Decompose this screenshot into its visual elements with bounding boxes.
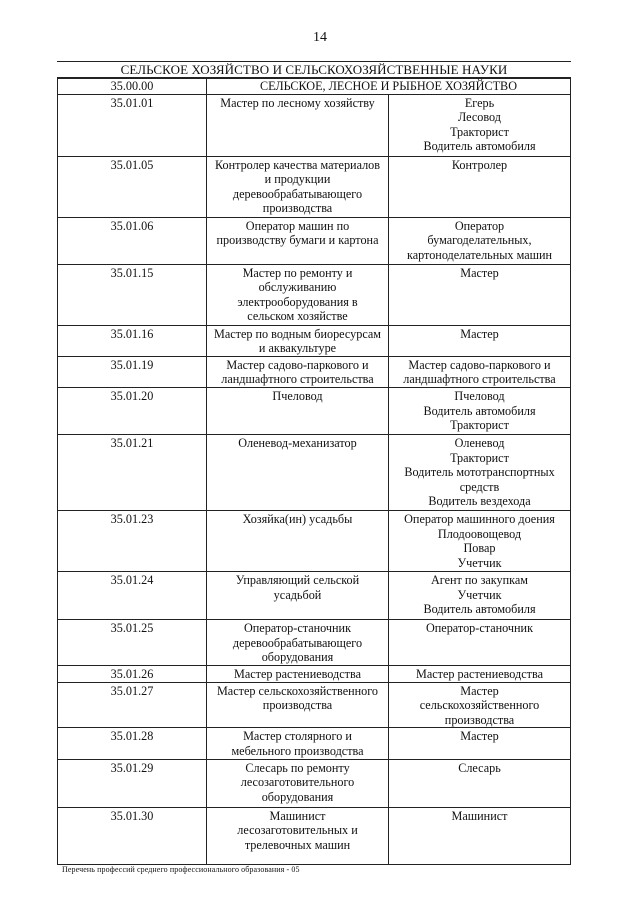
profession-name-line: Оленевод-механизатор xyxy=(238,435,357,450)
profession-name-line: Оператор машин по xyxy=(245,218,350,233)
qualification-item: Мастер xyxy=(460,326,499,341)
profession-name xyxy=(207,434,389,510)
profession-name-line: Мастер сельскохозяйственного xyxy=(216,683,379,698)
qualification-item: Тракторист xyxy=(450,124,509,139)
profession-code: 35.01.15 xyxy=(58,264,207,325)
profession-name-line: производству бумаги и картона xyxy=(216,233,379,248)
qualification-list xyxy=(389,510,571,571)
profession-code: 35.01.21 xyxy=(58,434,207,510)
qualification-item: Мастер садово-паркового и xyxy=(408,357,551,372)
qualification-item: Контролер xyxy=(451,157,508,172)
qualification-list xyxy=(389,94,571,156)
profession-name-line: трелевочных машин xyxy=(244,837,351,852)
qualification-item: Тракторист xyxy=(450,450,509,465)
profession-name-line: Машинист xyxy=(269,808,326,823)
table-row xyxy=(58,619,571,665)
profession-name xyxy=(207,156,389,217)
section-title: СЕЛЬСКОЕ ХОЗЯЙСТВО И СЕЛЬСКОХОЗЯЙСТВЕННЫЕ НАУКИ xyxy=(57,61,571,78)
qualification-item: Оператор-станочник xyxy=(425,620,534,635)
qualification-list xyxy=(389,571,571,619)
table-row xyxy=(58,387,571,434)
qualification-list xyxy=(389,807,571,864)
profession-code: 35.01.06 xyxy=(58,217,207,264)
profession-name-line: Мастер по лесному хозяйству xyxy=(220,95,375,110)
profession-code: 35.01.20 xyxy=(58,387,207,434)
qualification-list xyxy=(389,434,571,510)
profession-name xyxy=(207,728,389,759)
table-row xyxy=(58,434,571,510)
profession-code: 35.01.01 xyxy=(58,94,207,156)
profession-name xyxy=(207,387,389,434)
profession-name xyxy=(207,264,389,325)
profession-code: 35.01.30 xyxy=(58,807,207,864)
qualification-list xyxy=(389,217,571,264)
qualification-item: Учетчик xyxy=(457,587,502,602)
qualification-item: Слесарь xyxy=(458,760,501,775)
table-row xyxy=(58,217,571,264)
profession-name-line: Мастер по водным биоресурсам xyxy=(213,326,382,341)
professions-table xyxy=(57,78,571,865)
qualification-list xyxy=(389,156,571,217)
table-row xyxy=(58,510,571,571)
profession-name-line: и аквакультуре xyxy=(258,341,337,356)
table-row xyxy=(58,665,571,682)
profession-name-line: Мастер столярного и xyxy=(243,729,352,744)
profession-code: 35.01.19 xyxy=(58,356,207,387)
profession-name-line: Мастер садово-паркового и xyxy=(226,357,369,372)
table-row xyxy=(58,682,571,728)
profession-name-line: деревообрабатывающего xyxy=(232,186,363,201)
qualification-item: Тракторист xyxy=(450,418,509,433)
profession-name-line: Управляющий сельской xyxy=(235,572,360,587)
qualification-item: Повар xyxy=(463,541,496,556)
table-row xyxy=(58,759,571,807)
profession-code: 35.01.05 xyxy=(58,156,207,217)
profession-name xyxy=(207,325,389,356)
qualification-item: Мастер xyxy=(460,683,499,698)
table-row xyxy=(58,728,571,759)
profession-name xyxy=(207,510,389,571)
qualification-item: Пчеловод xyxy=(454,388,505,403)
group-code: 35.00.00 xyxy=(58,79,207,95)
qualification-item: Учетчик xyxy=(457,555,502,570)
profession-code: 35.01.27 xyxy=(58,682,207,728)
profession-name-line: оборудования xyxy=(261,650,334,665)
qualification-item: картоноделательных машин xyxy=(406,247,553,262)
profession-name-line: производства xyxy=(262,698,333,713)
qualification-item: Оленевод xyxy=(454,435,505,450)
qualification-item: Машинист xyxy=(451,808,508,823)
profession-name-line: электрооборудования в xyxy=(237,294,358,309)
profession-name xyxy=(207,94,389,156)
profession-code: 35.01.25 xyxy=(58,619,207,665)
profession-name-line: и продукции xyxy=(264,172,331,187)
table-row xyxy=(58,356,571,387)
qualification-item: Оператор xyxy=(454,218,505,233)
profession-name-line: мебельного производства xyxy=(231,743,364,758)
profession-code: 35.01.28 xyxy=(58,728,207,759)
qualification-item: Мастер xyxy=(460,729,499,744)
page-number: 14 xyxy=(313,30,327,45)
footer-note: Перечень профессий среднего профессионального образования - 05 xyxy=(62,865,300,874)
qualification-item: средств xyxy=(459,479,500,494)
profession-name xyxy=(207,356,389,387)
qualification-item: Мастер xyxy=(460,265,499,280)
profession-name xyxy=(207,217,389,264)
qualification-list xyxy=(389,619,571,665)
profession-name-line: лесозаготовительных и xyxy=(237,823,358,838)
qualification-item: Плодоовощевод xyxy=(437,526,522,541)
qualification-item: Водитель автомобиля xyxy=(423,403,536,418)
qualification-list xyxy=(389,325,571,356)
qualification-list xyxy=(389,682,571,728)
profession-code: 35.01.16 xyxy=(58,325,207,356)
profession-name-line: Контролер качества материалов xyxy=(214,157,381,172)
profession-name xyxy=(207,682,389,728)
qualification-item: Мастер растениеводства xyxy=(416,666,543,681)
qualification-item: ландшафтного строительства xyxy=(403,372,556,387)
qualification-item: бумагоделательных, xyxy=(427,233,532,248)
qualification-item: Агент по закупкам xyxy=(430,572,529,587)
profession-code: 35.01.24 xyxy=(58,571,207,619)
profession-code: 35.01.26 xyxy=(58,665,207,682)
profession-name-line: усадьбой xyxy=(273,587,322,602)
profession-name xyxy=(207,571,389,619)
profession-name-line: деревообрабатывающего xyxy=(232,635,363,650)
qualification-item: Водитель автомобиля xyxy=(423,602,536,617)
profession-name xyxy=(207,807,389,864)
profession-name-line: Мастер по ремонту и xyxy=(242,265,353,280)
profession-name-line: Оператор-станочник xyxy=(243,620,352,635)
profession-name-line: оборудования xyxy=(261,789,334,804)
profession-name xyxy=(207,665,389,682)
qualification-list xyxy=(389,728,571,759)
profession-name-line: сельском хозяйстве xyxy=(247,309,348,324)
table-row xyxy=(58,156,571,217)
qualification-list xyxy=(389,387,571,434)
qualification-list xyxy=(389,759,571,807)
qualification-item: Водитель вездехода xyxy=(428,494,531,509)
profession-name-line: лесозаготовительного xyxy=(240,775,355,790)
group-header-row xyxy=(58,79,571,95)
profession-name-line: производства xyxy=(262,201,333,216)
qualification-item: производства xyxy=(444,712,515,727)
profession-name xyxy=(207,619,389,665)
qualification-list xyxy=(389,356,571,387)
profession-name-line: ландшафтного строительства xyxy=(221,372,374,387)
profession-name xyxy=(207,759,389,807)
qualification-item: Лесовод xyxy=(457,110,501,125)
table-row xyxy=(58,807,571,864)
profession-code: 35.01.29 xyxy=(58,759,207,807)
profession-name-line: Мастер растениеводства xyxy=(234,666,361,681)
table-row xyxy=(58,571,571,619)
profession-name-line: Слесарь по ремонту xyxy=(245,760,350,775)
profession-name-line: Пчеловод xyxy=(272,388,323,403)
qualification-item: Егерь xyxy=(464,95,495,110)
qualification-list xyxy=(389,665,571,682)
table-row xyxy=(58,94,571,156)
profession-code: 35.01.23 xyxy=(58,510,207,571)
qualification-item: Водитель мототранспортных xyxy=(404,465,555,480)
qualification-item: Водитель автомобиля xyxy=(423,139,536,154)
qualification-item: сельскохозяйственного xyxy=(419,698,540,713)
table-row xyxy=(58,264,571,325)
group-title: СЕЛЬСКОЕ, ЛЕСНОЕ И РЫБНОЕ ХОЗЯЙСТВО xyxy=(207,79,571,95)
qualification-item: Оператор машинного доения xyxy=(404,511,555,526)
table-row xyxy=(58,325,571,356)
profession-name-line: Хозяйка(ин) усадьбы xyxy=(242,511,353,526)
profession-name-line: обслуживанию xyxy=(258,280,337,295)
qualification-list xyxy=(389,264,571,325)
